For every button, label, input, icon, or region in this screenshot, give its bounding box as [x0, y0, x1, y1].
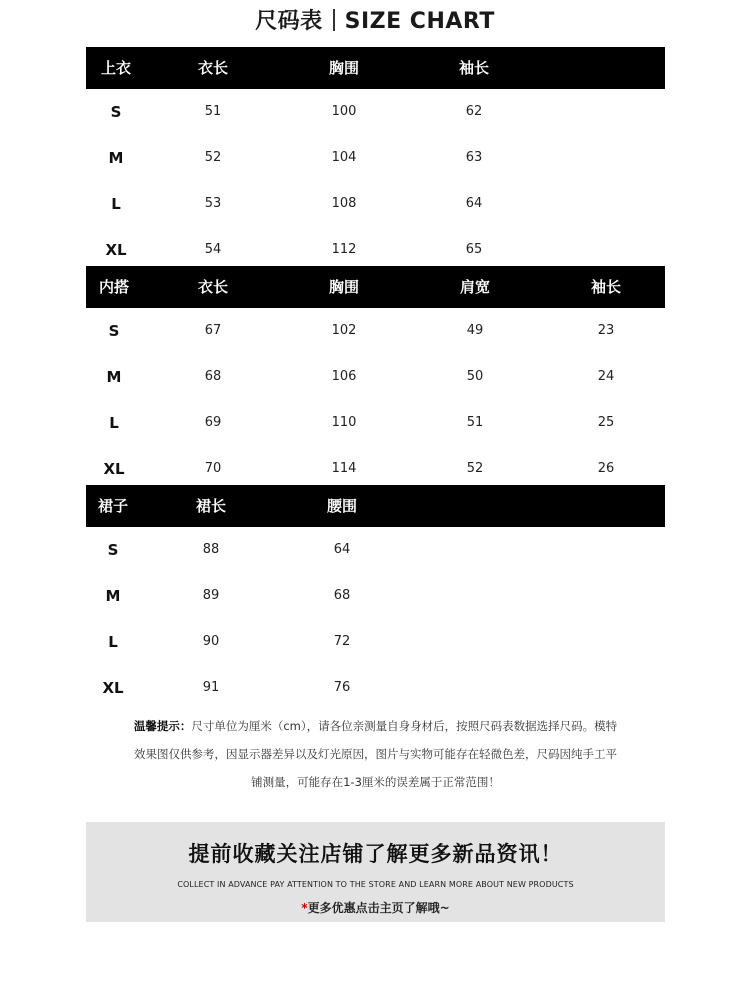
table-cell: 104: [331, 150, 357, 165]
table-cell: 90: [202, 634, 220, 649]
table-cell: 72: [333, 634, 351, 649]
header-category: 内搭: [98, 278, 130, 296]
table-header: [86, 266, 665, 308]
size-label: XL: [102, 679, 124, 697]
size-table-inner: [86, 266, 665, 492]
size-label: M: [105, 587, 121, 605]
header-col: 胸围: [328, 278, 360, 296]
table-cell: 64: [465, 196, 483, 211]
table-cell: 64: [333, 542, 351, 557]
table-cell: 26: [597, 461, 615, 476]
table-row: [86, 308, 665, 354]
table-cell: 68: [333, 588, 351, 603]
header-col: 袖长: [590, 278, 622, 296]
table-cell: 52: [204, 150, 222, 165]
table-cell: 54: [204, 242, 222, 257]
table-cell: 114: [331, 461, 357, 476]
title-cn: 尺码表: [255, 9, 323, 34]
size-tip: [86, 712, 665, 796]
size-label: XL: [103, 460, 125, 478]
header-category: 裙子: [97, 497, 129, 515]
table-row: [86, 527, 665, 573]
homepage-link-text: 更多优惠点击主页了解哦~: [307, 901, 450, 915]
tip-label: 温馨提示：: [133, 719, 192, 733]
table-row: [86, 181, 665, 227]
size-label: S: [110, 103, 122, 121]
table-cell: 67: [204, 323, 222, 338]
header-col: 肩宽: [459, 278, 491, 296]
table-cell: 25: [597, 415, 615, 430]
size-label: S: [107, 541, 119, 559]
size-label: L: [109, 414, 119, 432]
table-cell: 53: [204, 196, 222, 211]
tip-line-1: [86, 712, 665, 740]
size-label: M: [108, 149, 124, 167]
table-cell: 102: [331, 323, 357, 338]
table-cell: 62: [465, 104, 483, 119]
table-cell: 49: [466, 323, 484, 338]
table-cell: 23: [597, 323, 615, 338]
follow-store-banner: [86, 822, 665, 922]
table-cell: 51: [466, 415, 484, 430]
table-row: [86, 354, 665, 400]
size-label: L: [111, 195, 121, 213]
table-header: [86, 47, 665, 89]
banner-subline: COLLECT IN ADVANCE PAY ATTENTION TO THE STORE AND LEARN MORE ABOUT NEW PRODUCTS: [177, 880, 574, 889]
tip-text: 尺寸单位为厘米（cm），请各位亲测量自身身材后，按照尺码表数据选择尺码。模特: [191, 719, 618, 733]
table-header: [86, 485, 665, 527]
table-cell: 110: [331, 415, 357, 430]
tip-line-2: 效果图仅供参考，因显示器差异以及灯光原因，图片与实物可能存在轻微色差，尺码因纯手工平: [134, 747, 617, 761]
table-cell: 76: [333, 680, 351, 695]
table-cell: 91: [202, 680, 220, 695]
header-col: 衣长: [197, 278, 229, 296]
size-label: XL: [105, 241, 127, 259]
header-col: 裙长: [195, 497, 227, 515]
size-label: S: [108, 322, 120, 340]
table-cell: 50: [466, 369, 484, 384]
table-cell: 63: [465, 150, 483, 165]
table-cell: 65: [465, 242, 483, 257]
table-row: [86, 400, 665, 446]
header-col: 腰围: [326, 497, 358, 515]
table-cell: 51: [204, 104, 222, 119]
table-cell: 100: [331, 104, 357, 119]
header-col: 袖长: [458, 59, 490, 77]
table-row: [86, 135, 665, 181]
homepage-link[interactable]: [86, 899, 665, 916]
table-cell: 52: [466, 461, 484, 476]
size-table-top: [86, 47, 665, 273]
table-cell: 112: [331, 242, 357, 257]
page-title: [0, 4, 750, 38]
table-cell: 24: [597, 369, 615, 384]
title-divider: [333, 9, 335, 31]
asterisk-mark: *: [301, 901, 308, 915]
tip-line-3: 铺测量，可能存在1-3厘米的误差属于正常范围！: [251, 775, 500, 789]
header-category: 上衣: [100, 59, 132, 77]
header-col: 胸围: [328, 59, 360, 77]
table-cell: 89: [202, 588, 220, 603]
table-cell: 70: [204, 461, 222, 476]
banner-headline: 提前收藏关注店铺了解更多新品资讯！: [188, 842, 563, 866]
table-cell: 69: [204, 415, 222, 430]
table-row: [86, 619, 665, 665]
table-row: [86, 573, 665, 619]
size-label: L: [108, 633, 118, 651]
table-row: [86, 665, 665, 711]
size-label: M: [106, 368, 122, 386]
table-cell: 108: [331, 196, 357, 211]
table-cell: 88: [202, 542, 220, 557]
table-row: [86, 89, 665, 135]
table-cell: 68: [204, 369, 222, 384]
table-cell: 106: [331, 369, 357, 384]
header-col: 衣长: [197, 59, 229, 77]
title-en: SIZE CHART: [344, 9, 495, 34]
size-table-skirt: [86, 485, 665, 711]
